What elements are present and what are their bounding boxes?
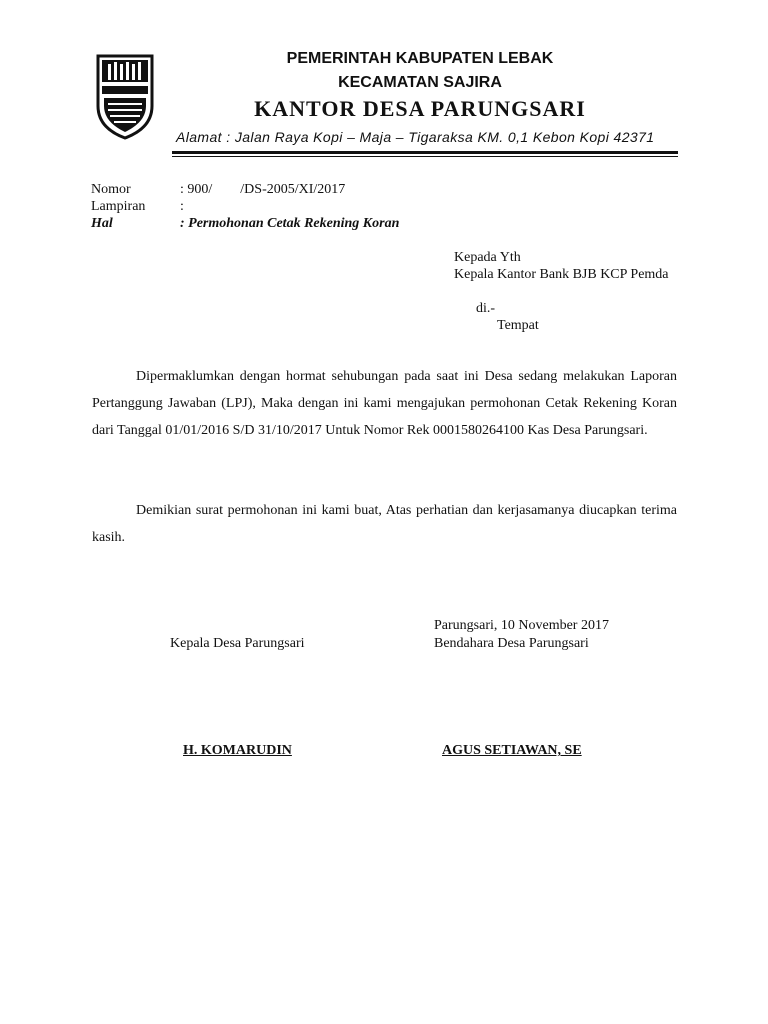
body-paragraph-2: Demikian surat permohonan ini kami buat, Atas perhatian dan kerjasamanya diucapkan terima kasih. [92,503,677,545]
recipient-place: Tempat [497,318,539,333]
header-divider-thin [172,156,678,157]
place-date: Parungsari, 10 November 2017 [434,618,609,633]
recipient-greeting: Kepada Yth [454,250,521,265]
recipient-name: Kepala Kantor Bank BJB KCP Pemda [454,267,669,282]
lampiran-value: : [180,199,184,214]
header-office: KANTOR DESA PARUNGSARI [254,96,586,121]
hal-value: : Permohonan Cetak Rekening Koran [180,216,400,231]
header-district: KECAMATAN SAJIRA [338,74,502,91]
recipient-at: di.- [476,301,496,316]
signer-left-name: H. KOMARUDIN [183,743,292,758]
header-divider-thick [172,151,678,154]
signer-right-title: Bendahara Desa Parungsari [434,636,589,651]
signer-left-title: Kepala Desa Parungsari [170,636,305,651]
lebak-regency-crest-icon [94,52,156,140]
signer-right-name: AGUS SETIAWAN, SE [442,743,582,758]
lampiran-label: Lampiran [91,199,146,214]
nomor-label: Nomor [91,182,131,197]
body-paragraph-1: Dipermaklumkan dengan hormat sehubungan pada saat ini Desa sedang melakukan Laporan Pertanggung Jawaban (LPJ), Maka dengan ini kami mengajukan permohonan Cetak Rekening Koran dari Tanggal 01/01/2016 S/D 31/10/2017 Untuk Nomor Rek 0001580264100 Kas Desa Parungsari. [92,369,677,438]
header-address: Alamat : Jalan Raya Kopi – Maja – Tigaraksa KM. 0,1 Kebon Kopi 42371 [176,129,655,145]
nomor-value: : 900/ /DS-2005/XI/2017 [180,182,346,197]
hal-label: Hal [91,216,113,231]
header-government: PEMERINTAH KABUPATEN LEBAK [286,50,554,67]
